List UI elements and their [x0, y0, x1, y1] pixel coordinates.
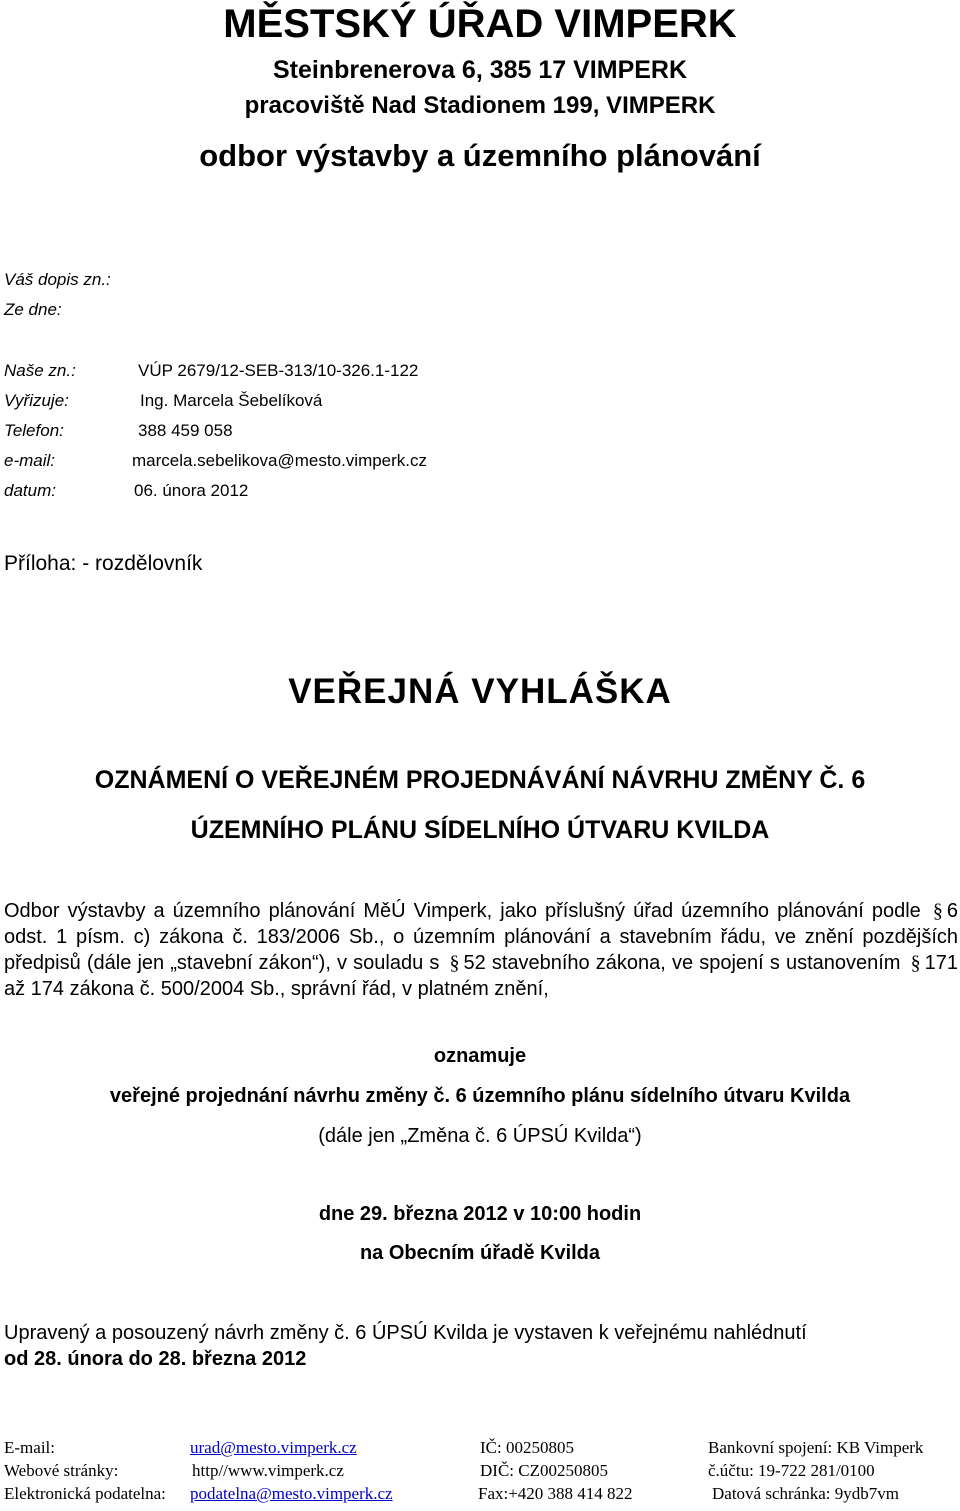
- footer-dic: DIČ: CZ00250805: [480, 1461, 608, 1480]
- office-workplace: pracoviště Nad Stadionem 199, VIMPERK: [244, 92, 716, 119]
- office-address: Steinbrenerova 6, 385 17 VIMPERK: [272, 56, 688, 84]
- date-value: 06. února 2012: [134, 481, 249, 500]
- body-part-6: , správní řád, v platném znění,: [279, 978, 549, 1000]
- your-ref-label: Váš dopis zn.:: [4, 270, 111, 289]
- body-part-4: 52 stavebního zákona, ve spojení s ustanovením: [463, 952, 901, 974]
- date-label: datum:: [4, 481, 56, 500]
- subject-line-2: ÚZEMNÍHO PLÁNU SÍDELNÍHO ÚTVARU KVILDA: [190, 816, 770, 844]
- body-part-5: 171 až 174 zákona č. 500/2004 Sb.: [4, 952, 958, 1000]
- from-date-label: Ze dne:: [4, 300, 62, 319]
- body-part-2: 6 odst. 1 písm. c) zákona č. 183/2006 Sb.: [4, 900, 958, 948]
- draft-text: Upravený a posouzený návrh změny č. 6 ÚPSÚ Kvilda je vystaven k veřejnému nahlédnutí: [4, 1322, 807, 1344]
- footer-web-label: Webové stránky:: [4, 1461, 119, 1480]
- phone-label: Telefon:: [4, 421, 64, 440]
- announce-alias: (dále jen „Změna č. 6 ÚPSÚ Kvilda“): [318, 1125, 642, 1147]
- handled-by-value: Ing. Marcela Šebelíková: [140, 391, 323, 410]
- our-ref-value: VÚP 2679/12-SEB-313/10-326.1-122: [138, 361, 419, 380]
- subject-line-1: OZNÁMENÍ O VEŘEJNÉM PROJEDNÁVÁNÍ NÁVRHU ZMĚNY Č. 6: [94, 766, 866, 794]
- section-sign-icon: §: [910, 952, 921, 974]
- our-ref-label: Naše zn.:: [4, 361, 76, 380]
- office-title: MĚSTSKÝ ÚŘAD VIMPERK: [223, 2, 737, 46]
- footer-email-link[interactable]: urad@mesto.vimperk.cz: [190, 1438, 357, 1457]
- body-part-3: , o územním plánování a stavebním řádu, ve znění pozdějších předpisů (dále jen „stavební zákon“), v souladu s: [4, 926, 959, 974]
- email-value[interactable]: marcela.sebelikova@mesto.vimperk.cz: [132, 451, 428, 470]
- footer-ico: IČ: 00250805: [480, 1438, 574, 1457]
- footer-fax: Fax:+420 388 414 822: [478, 1484, 633, 1503]
- body-part-1: Odbor výstavby a územního plánování MěÚ Vimperk, jako příslušný úřad územního plánování podle: [4, 900, 921, 922]
- attachment-line: Příloha: - rozdělovník: [4, 552, 203, 575]
- email-label: e-mail:: [4, 451, 56, 470]
- office-department: odbor výstavby a územního plánování: [199, 138, 761, 173]
- footer-podatelna-label: Elektronická podatelna:: [4, 1484, 166, 1503]
- notice-title: VEŘEJNÁ VYHLÁŠKA: [288, 672, 672, 711]
- announce-what: veřejné projednání návrhu změny č. 6 územního plánu sídelního útvaru Kvilda: [109, 1085, 851, 1107]
- footer-email-label: E-mail:: [4, 1438, 55, 1457]
- draft-period: od 28. února do 28. března 2012: [4, 1348, 307, 1370]
- phone-value: 388 459 058: [138, 421, 233, 440]
- handled-by-label: Vyřizuje:: [4, 391, 69, 410]
- announce-where-prefix: na: [359, 1242, 384, 1264]
- announce-where-line: [0, 1242, 960, 1265]
- draft-paragraph: [4, 1320, 958, 1372]
- section-sign-icon: §: [932, 900, 943, 922]
- footer-web-value[interactable]: http//www.vimperk.cz: [192, 1461, 344, 1480]
- footer-podatelna-link[interactable]: podatelna@mesto.vimperk.cz: [190, 1484, 393, 1503]
- body-paragraph: [4, 898, 958, 1002]
- announce-where: Obecním úřadě Kvilda: [383, 1242, 601, 1264]
- footer-databox: Datová schránka: 9ydb7vm: [712, 1484, 899, 1503]
- section-sign-icon: §: [449, 952, 460, 974]
- announce-when: dne 29. března 2012 v 10:00 hodin: [318, 1203, 642, 1225]
- announce-verb: oznamuje: [433, 1045, 527, 1067]
- footer-account: č.účtu: 19-722 281/0100: [708, 1461, 875, 1480]
- footer-bank: Bankovní spojení: KB Vimperk: [708, 1438, 924, 1457]
